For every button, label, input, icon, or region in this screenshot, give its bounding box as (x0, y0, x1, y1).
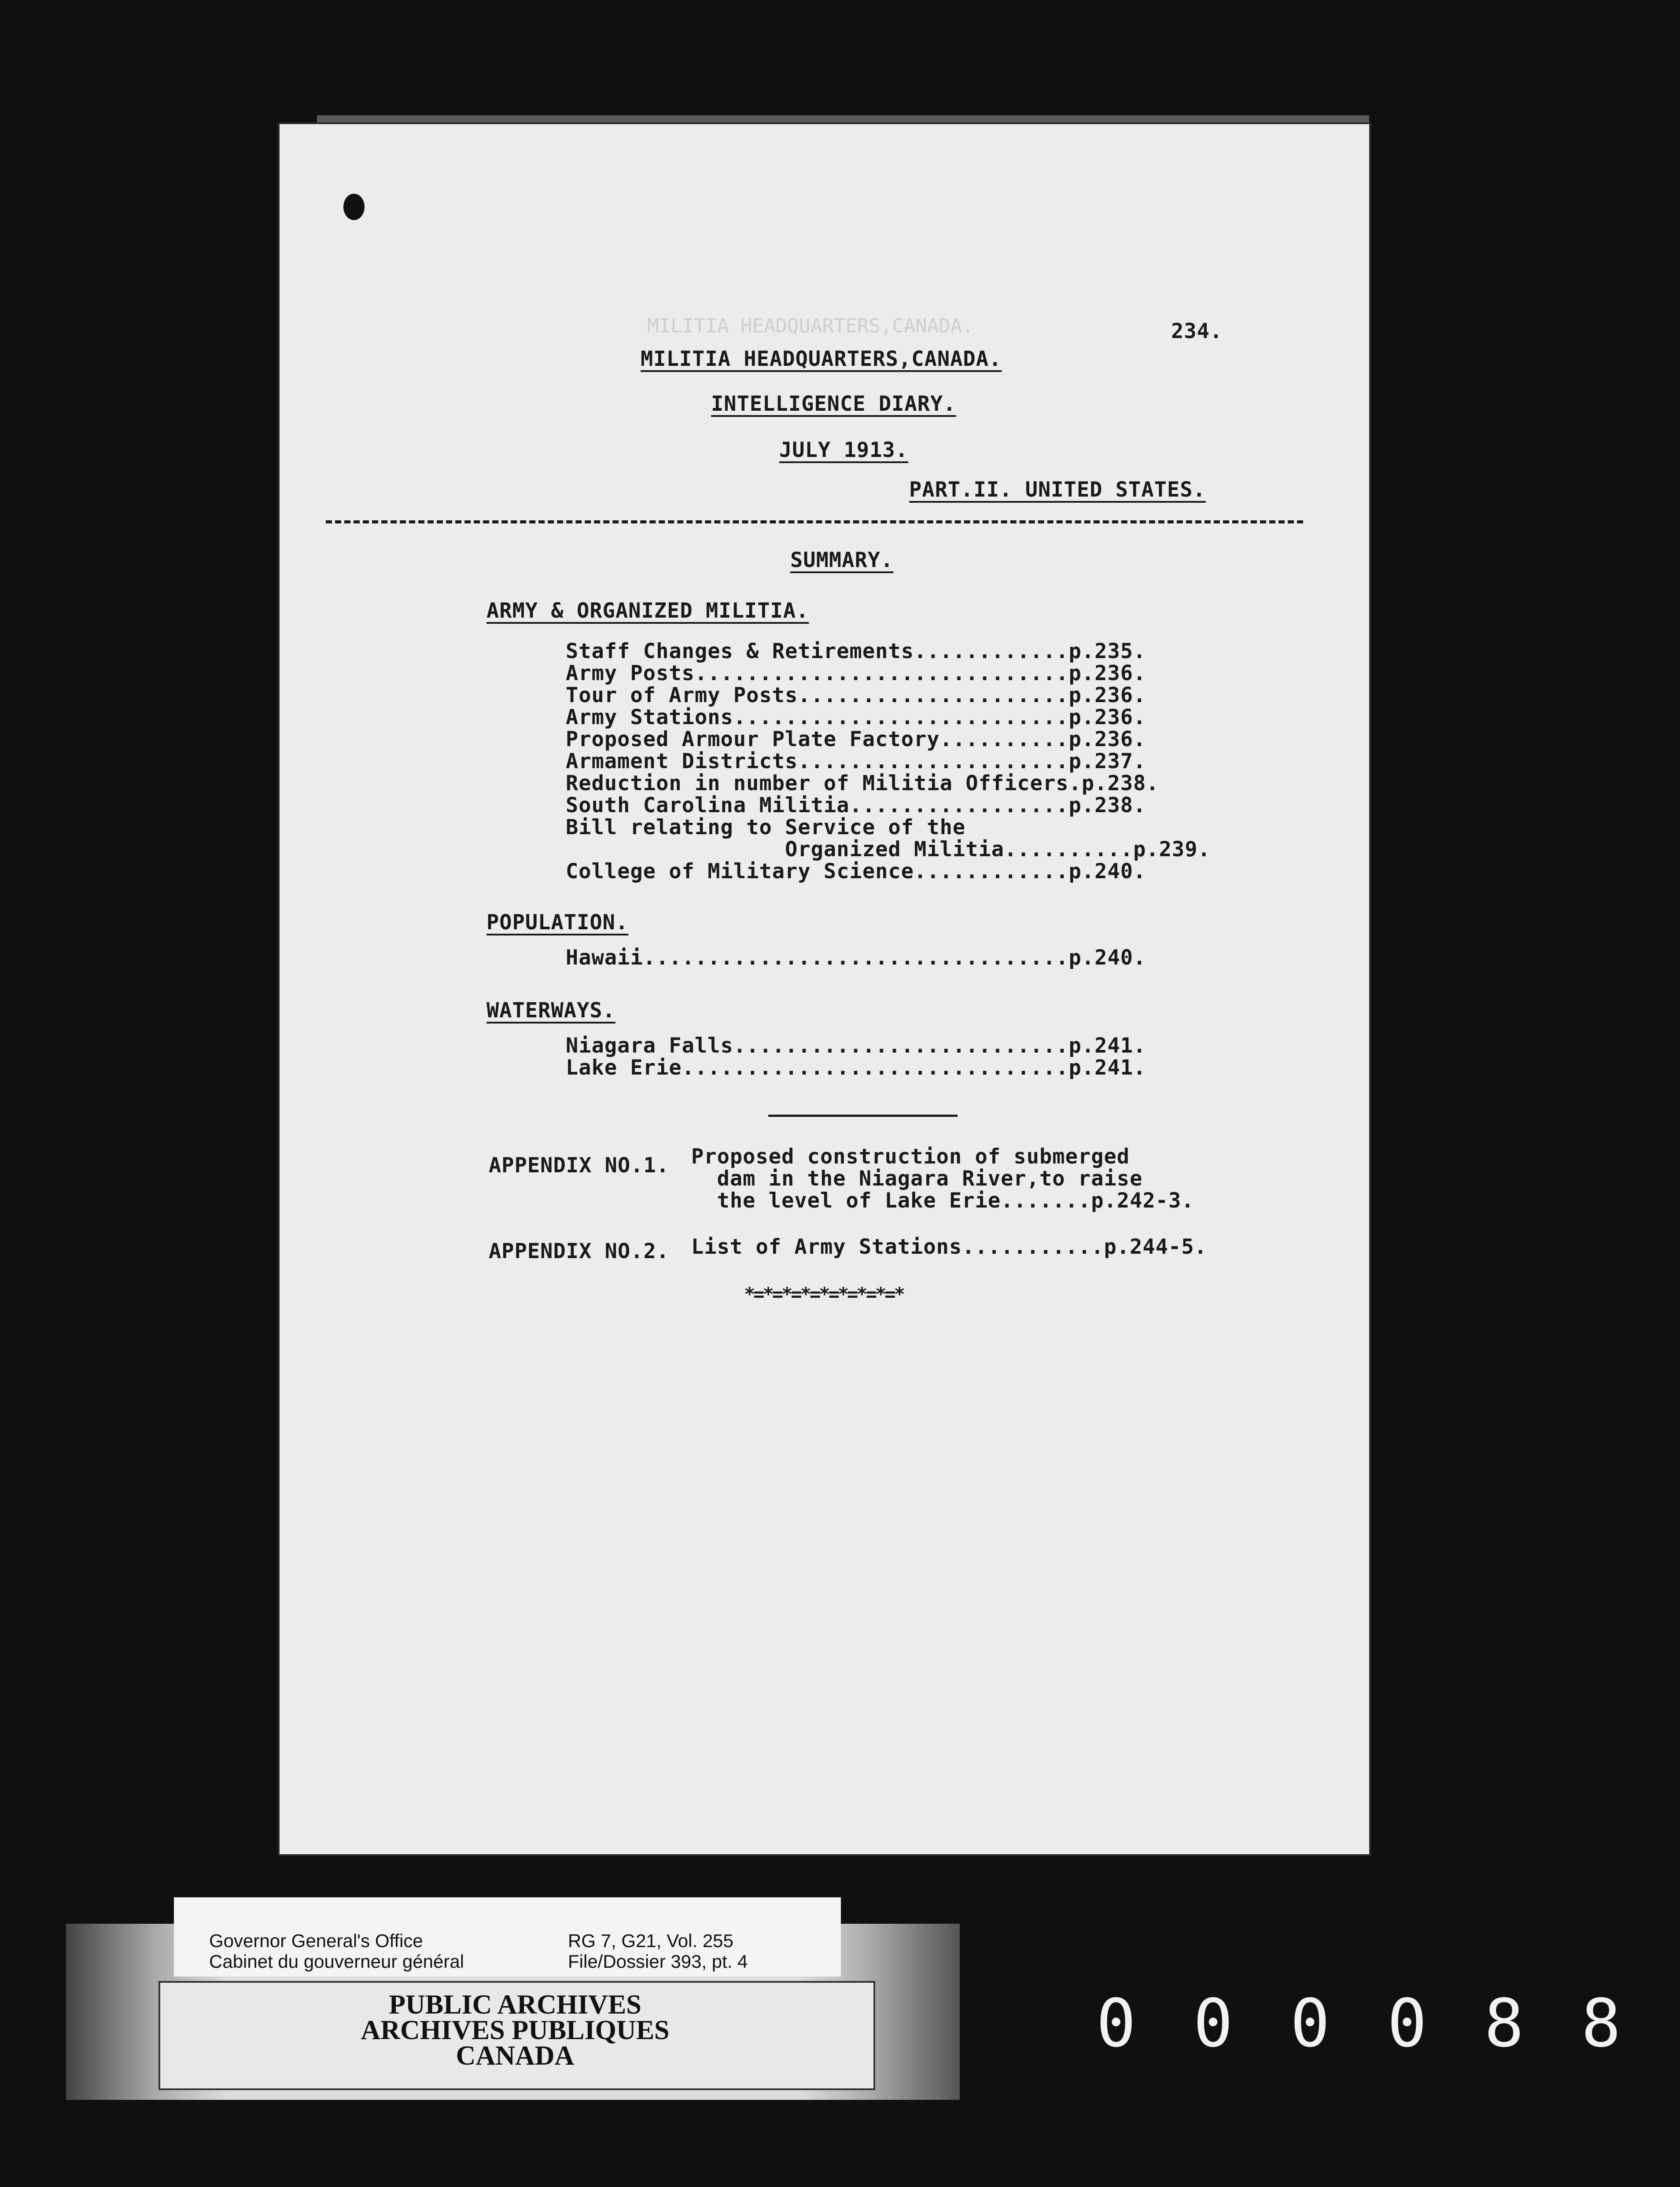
document-part: PART.II. UNITED STATES. (909, 478, 1206, 502)
summary-entry: College of Military Science............p.240. (566, 859, 1146, 884)
punch-hole (343, 194, 365, 220)
summary-entry: Army Posts.............................p.236. (566, 661, 1146, 685)
appendix-line: the level of Lake Erie.......p.242-3. (691, 1189, 1194, 1213)
appendix-line: Proposed construction of submerged (691, 1145, 1130, 1169)
archives-stamp-line: CANADA (456, 2041, 575, 2071)
archives-stamp-line: ARCHIVES PUBLIQUES (361, 2015, 670, 2045)
summary-heading: SUMMARY. (790, 548, 894, 572)
document-subtitle: INTELLIGENCE DIARY. (711, 392, 956, 416)
appendix-line: List of Army Stations...........p.244-5. (691, 1235, 1207, 1259)
record-group: RG 7, G21, Vol. 255 (568, 1930, 733, 1951)
end-mark: *=*=*=*=*=*=*=*=* (744, 1283, 903, 1305)
office-name-fr: Cabinet du gouverneur général (209, 1951, 464, 1972)
page-number: 234. (1171, 319, 1223, 343)
section-heading: ARMY & ORGANIZED MILITIA. (486, 599, 809, 623)
appendix-line: dam in the Niagara River,to raise (691, 1167, 1143, 1191)
summary-entry: Army Stations..........................p.236. (566, 705, 1146, 729)
file-dossier: File/Dossier 393, pt. 4 (568, 1951, 748, 1972)
summary-entry: Tour of Army Posts.....................p.236. (566, 683, 1146, 707)
summary-entry: South Carolina Militia.................p.238. (566, 793, 1146, 817)
summary-entry: Reduction in number of Militia Officers.p.238. (566, 771, 1159, 795)
section-heading: WATERWAYS. (486, 998, 615, 1023)
summary-entry: Hawaii.................................p.240. (566, 946, 1146, 970)
bleed-through: MILITIA HEADQUARTERS,CANADA. (647, 315, 974, 337)
appendix-label: APPENDIX NO.2. (489, 1239, 670, 1263)
summary-entry: Proposed Armour Plate Factory..........p.236. (566, 727, 1146, 751)
section-heading: POPULATION. (486, 910, 629, 935)
summary-entry: Niagara Falls..........................p.241. (566, 1034, 1146, 1058)
summary-entry: Lake Erie..............................p.241. (566, 1056, 1146, 1080)
office-name-en: Governor General's Office (209, 1930, 423, 1951)
appendix-label: APPENDIX NO.1. (489, 1153, 670, 1178)
summary-entry: Staff Changes & Retirements............p.235. (566, 639, 1146, 663)
summary-entry: Organized Militia..........p.239. (566, 837, 1211, 862)
document-page (280, 124, 1369, 1854)
document-date: JULY 1913. (779, 438, 908, 462)
summary-entry: Armament Districts.....................p.237. (566, 749, 1146, 773)
archives-stamp-line: PUBLIC ARCHIVES (389, 1990, 641, 2020)
frame-number: 000088 (1096, 1985, 1678, 2062)
document-title: MILITIA HEADQUARTERS,CANADA. (641, 347, 1002, 371)
short-rule (768, 1115, 958, 1117)
summary-entry: Bill relating to Service of the (566, 815, 966, 839)
dashed-separator (326, 520, 1303, 523)
